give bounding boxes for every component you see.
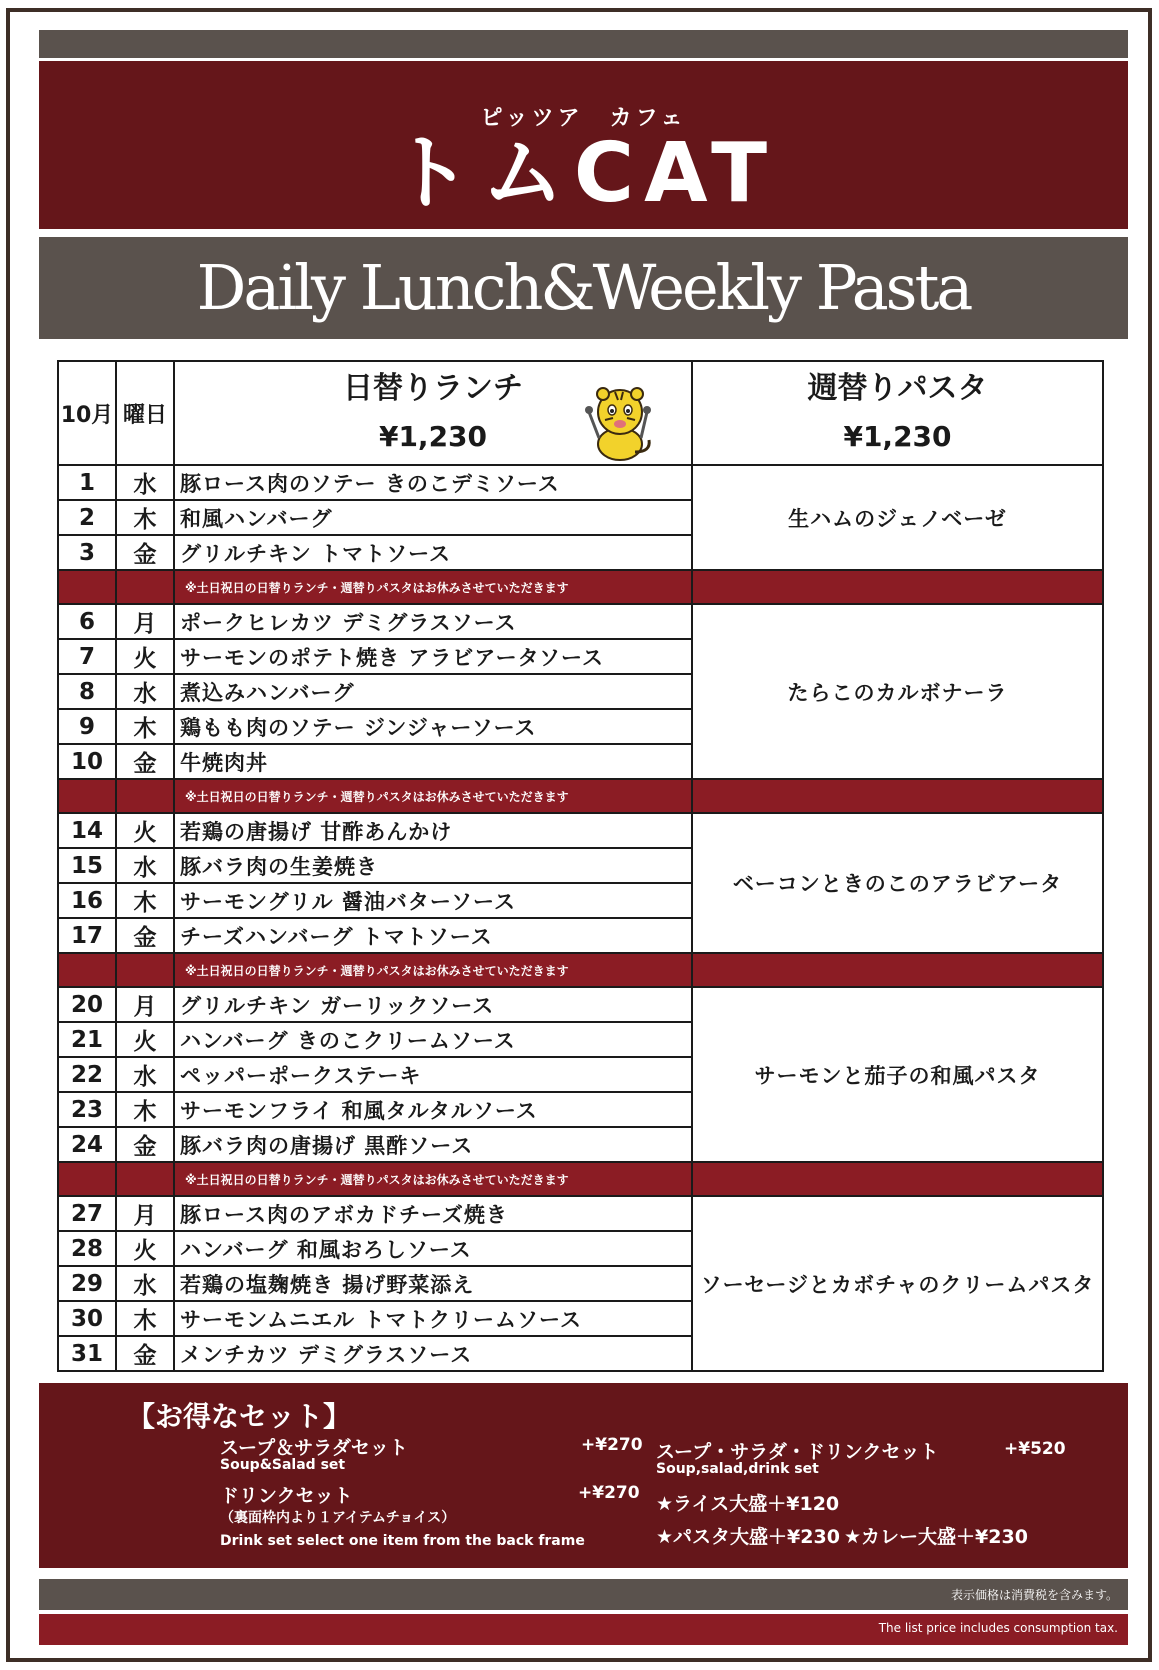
table-row xyxy=(58,987,1103,1022)
month-header: 10月 xyxy=(58,361,116,465)
day-number: 15 xyxy=(58,848,116,883)
day-number: 1 xyxy=(58,465,116,500)
notice-blank xyxy=(692,779,1103,813)
weekday: 金 xyxy=(116,744,174,779)
lunch-label: 日替りランチ xyxy=(343,371,523,406)
soup-salad-set-en: Soup&Salad set xyxy=(220,1457,346,1473)
weekday: 金 xyxy=(116,918,174,953)
weekday: 火 xyxy=(116,639,174,674)
weekday: 水 xyxy=(116,465,174,500)
lunch-price: ¥1,230 xyxy=(378,420,488,453)
weekly-pasta: ベーコンときのこのアラビアータ xyxy=(692,813,1103,953)
weekday: 木 xyxy=(116,1301,174,1336)
soup-salad-price: +¥270 xyxy=(581,1435,643,1455)
notice-blank xyxy=(58,1162,116,1196)
drink-set-note: （裏面枠内より１アイテムチョイス） xyxy=(220,1510,456,1526)
weekday: 金 xyxy=(116,1127,174,1162)
table-row xyxy=(58,465,1103,500)
notice-blank xyxy=(58,953,116,987)
banner-title: Daily Lunch&Weekly Pasta xyxy=(196,251,971,324)
pasta-price: ¥1,230 xyxy=(843,420,952,453)
full-set-price: +¥520 xyxy=(1004,1439,1066,1459)
banner xyxy=(39,237,1128,339)
notice-blank xyxy=(116,779,174,813)
weekday-header: 曜日 xyxy=(116,361,174,465)
lunch-dish: メンチカツ デミグラスソース xyxy=(174,1336,692,1371)
weekly-pasta: ソーセージとカボチャのクリームパスタ xyxy=(692,1196,1103,1371)
day-number: 7 xyxy=(58,639,116,674)
sets-title: 【お得なセット】 xyxy=(127,1400,352,1433)
weekday: 月 xyxy=(116,604,174,639)
weekday: 月 xyxy=(116,987,174,1022)
lunch-dish: サーモンムニエル トマトクリームソース xyxy=(174,1301,692,1336)
weekday: 火 xyxy=(116,1231,174,1266)
lunch-dish: 豚バラ肉の生姜焼き xyxy=(174,848,692,883)
footer-tax-jp-bar xyxy=(39,1579,1128,1610)
day-number: 23 xyxy=(58,1092,116,1127)
day-number: 31 xyxy=(58,1336,116,1371)
day-number: 21 xyxy=(58,1022,116,1057)
lunch-dish: ハンバーグ きのこクリームソース xyxy=(174,1022,692,1057)
lunch-dish: 和風ハンバーグ xyxy=(174,500,692,535)
table-row xyxy=(58,604,1103,639)
lunch-dish: 鶏もも肉のソテー ジンジャーソース xyxy=(174,709,692,744)
lunch-dish: 若鶏の唐揚げ 甘酢あんかけ xyxy=(174,813,692,848)
weekly-pasta: サーモンと茄子の和風パスタ xyxy=(692,987,1103,1162)
full-set-en: Soup,salad,drink set xyxy=(656,1461,819,1477)
day-number: 6 xyxy=(58,604,116,639)
day-number: 30 xyxy=(58,1301,116,1336)
rice-large: ★ライス大盛＋¥120 xyxy=(656,1493,840,1515)
lunch-dish: ハンバーグ 和風おろしソース xyxy=(174,1231,692,1266)
holiday-notice: ※土日祝日の日替りランチ・週替りパスタはお休みさせていただきます xyxy=(174,953,692,987)
weekday: 木 xyxy=(116,500,174,535)
holiday-notice-row xyxy=(58,570,1103,604)
notice-blank xyxy=(692,1162,1103,1196)
weekday: 火 xyxy=(116,813,174,848)
lunch-dish: 若鶏の塩麹焼き 揚げ野菜添え xyxy=(174,1266,692,1301)
drink-set: ドリンクセット xyxy=(220,1485,353,1507)
day-number: 17 xyxy=(58,918,116,953)
lunch-dish: 豚ロース肉のソテー きのこデミソース xyxy=(174,465,692,500)
notice-blank xyxy=(116,1162,174,1196)
lunch-dish: 豚ロース肉のアボカドチーズ焼き xyxy=(174,1196,692,1231)
weekly-pasta: たらこのカルボナーラ xyxy=(692,604,1103,779)
weekly-pasta: 生ハムのジェノベーゼ xyxy=(692,465,1103,570)
day-number: 16 xyxy=(58,883,116,918)
notice-blank xyxy=(692,570,1103,604)
lunch-dish: 牛焼肉丼 xyxy=(174,744,692,779)
weekday: 金 xyxy=(116,1336,174,1371)
weekday: 水 xyxy=(116,1266,174,1301)
day-number: 27 xyxy=(58,1196,116,1231)
full-set: スープ・サラダ・ドリンクセット xyxy=(656,1441,939,1463)
weekday: 水 xyxy=(116,848,174,883)
lunch-dish: グリルチキン ガーリックソース xyxy=(174,987,692,1022)
header xyxy=(39,61,1128,229)
menu-body xyxy=(58,465,1103,1371)
day-number: 14 xyxy=(58,813,116,848)
tiger-mascot-icon xyxy=(585,382,655,462)
holiday-notice: ※土日祝日の日替りランチ・週替りパスタはお休みさせていただきます xyxy=(174,1162,692,1196)
weekday: 月 xyxy=(116,1196,174,1231)
day-number: 9 xyxy=(58,709,116,744)
lunch-dish: 豚バラ肉の唐揚げ 黒酢ソース xyxy=(174,1127,692,1162)
pasta-label: 週替りパスタ xyxy=(807,371,988,406)
day-number: 24 xyxy=(58,1127,116,1162)
lunch-dish: 煮込みハンバーグ xyxy=(174,674,692,709)
lunch-dish: サーモングリル 醤油バターソース xyxy=(174,883,692,918)
pasta-large: ★パスタ大盛＋¥230 xyxy=(656,1526,840,1548)
weekday: 水 xyxy=(116,674,174,709)
pasta-header xyxy=(692,361,1103,465)
header-subtitle: ピッツア カフェ xyxy=(480,106,687,131)
day-number: 8 xyxy=(58,674,116,709)
day-number: 20 xyxy=(58,987,116,1022)
day-number: 3 xyxy=(58,535,116,570)
drink-set-en: Drink set select one item from the back frame xyxy=(220,1533,585,1549)
tax-note-jp: 表示価格は消費税を含みます。 xyxy=(950,1588,1118,1602)
day-number: 29 xyxy=(58,1266,116,1301)
notice-blank xyxy=(116,953,174,987)
soup-salad-set: スープ＆サラダセット xyxy=(220,1437,408,1459)
weekday: 木 xyxy=(116,709,174,744)
lunch-dish: ポークヒレカツ デミグラスソース xyxy=(174,604,692,639)
lunch-dish: チーズハンバーグ トマトソース xyxy=(174,918,692,953)
holiday-notice: ※土日祝日の日替りランチ・週替りパスタはお休みさせていただきます xyxy=(174,570,692,604)
weekday: 金 xyxy=(116,535,174,570)
notice-blank xyxy=(58,779,116,813)
notice-blank xyxy=(58,570,116,604)
day-number: 22 xyxy=(58,1057,116,1092)
top-bar xyxy=(39,30,1128,58)
holiday-notice-row xyxy=(58,779,1103,813)
tax-note-en: The list price includes consumption tax. xyxy=(878,1621,1118,1635)
logo-title: トムCAT xyxy=(389,126,778,221)
curry-large: ★カレー大盛＋¥230 xyxy=(844,1526,1028,1548)
weekday: 火 xyxy=(116,1022,174,1057)
lunch-dish: グリルチキン トマトソース xyxy=(174,535,692,570)
day-number: 10 xyxy=(58,744,116,779)
lunch-dish: ペッパーポークステーキ xyxy=(174,1057,692,1092)
notice-blank xyxy=(116,570,174,604)
footer-tax-en-bar xyxy=(39,1614,1128,1645)
menu-table xyxy=(57,360,1104,1372)
weekday: 木 xyxy=(116,1092,174,1127)
holiday-notice-row xyxy=(58,953,1103,987)
set-menu-panel xyxy=(39,1383,1128,1568)
lunch-dish: サーモンフライ 和風タルタルソース xyxy=(174,1092,692,1127)
holiday-notice-row xyxy=(58,1162,1103,1196)
holiday-notice: ※土日祝日の日替りランチ・週替りパスタはお休みさせていただきます xyxy=(174,779,692,813)
notice-blank xyxy=(692,953,1103,987)
table-row xyxy=(58,813,1103,848)
table-row xyxy=(58,1196,1103,1231)
lunch-header xyxy=(174,361,692,465)
day-number: 28 xyxy=(58,1231,116,1266)
weekday: 木 xyxy=(116,883,174,918)
drink-price: +¥270 xyxy=(578,1483,640,1503)
day-number: 2 xyxy=(58,500,116,535)
weekday: 水 xyxy=(116,1057,174,1092)
lunch-dish: サーモンのポテト焼き アラビアータソース xyxy=(174,639,692,674)
